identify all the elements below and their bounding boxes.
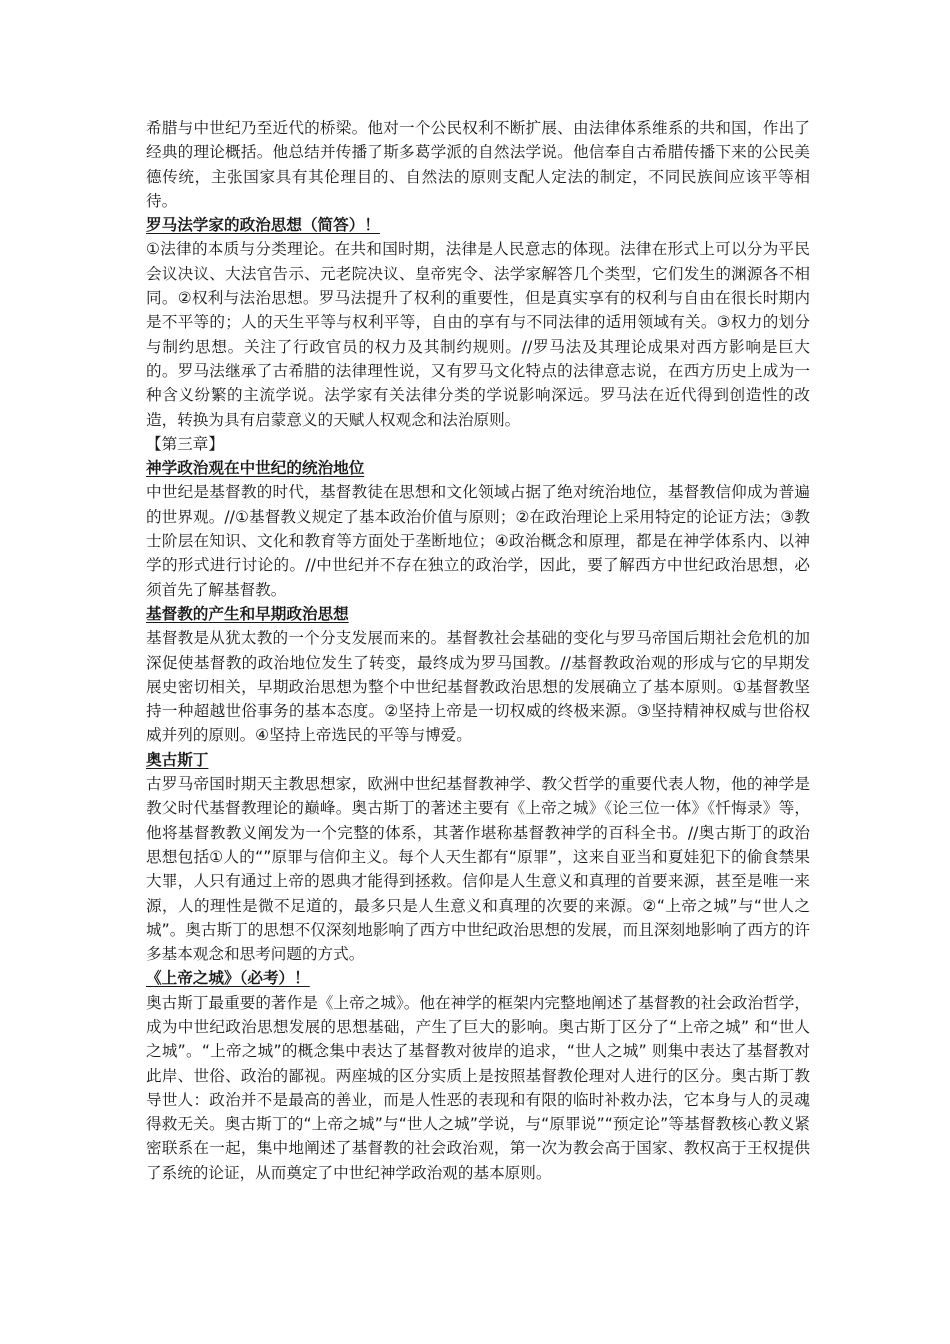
document-page [146,116,810,1185]
section-heading-christianity-origin: 基督教的产生和早期政治思想 [146,604,349,623]
section-body-city-of-god: 奥古斯丁最重要的著作是《上帝之城》。他在神学的框架内完整地阐述了基督教的社会政治哲学，成为中世纪政治思想发展的思想基础，产生了巨大的影响。奥古斯丁区分了“上帝之城” 和“世人之城”。“上帝之城”的概念集中表达了基督教对彼岸的追求，“世人之城” 则集中表达了基督教对此岸、世俗、政治的鄙视。两座城的区分实质上是按照基督教伦理对人进行的区分。奥古斯丁教导世人：政治并不是最高的善业，而是人性恶的表现和有限的临时补救办法，它本身与人的灵魂得救无关。奥古斯丁的“上帝之城”与“世人之城”学说，与“原罪说”“预定论”等基督教核心教义紧密联系在一起，集中地阐述了基督教的社会政治观，第一次为教会高于国家、教权高于王权提供了系统的论证，从而奠定了中世纪神学政治观的基本原则。 [146,993,810,1182]
section-body-christianity-origin: 基督教是从犹太教的一个分支发展而来的。基督教社会基础的变化与罗马帝国后期社会危机的加深促使基督教的政治地位发生了转变，最终成为罗马国教。//基督教政治观的形成与它的早期发展史密切相关，早期政治思想为整个中世纪基督教政治思想的发展确立了基本原则。①基督教坚持一种超越世俗事务的基本态度。②坚持上帝是一切权威的终极来源。③坚持精神权威与世俗权威并列的原则。④坚持上帝选民的平等与博爱。 [146,629,810,745]
chapter-label: 【第三章】 [146,434,224,453]
section-heading-city-of-god: 《上帝之城》（必考）！ [146,969,310,988]
section-heading-roman-jurists: 罗马法学家的政治思想（简答）！ [146,216,380,235]
section-body-theology-dominance: 中世纪是基督教的时代，基督教徒在思想和文化领域占据了绝对统治地位，基督教信仰成为普遍的世界观。//①基督教义规定了基本政治价值与原则；②在政治理论上采用特定的论证方法；③教士阶层在知识、文化和教育等方面处于垄断地位；④政治概念和原理，都是在神学体系内、以神学的形式进行讨论的。//中世纪并不存在独立的政治学，因此，要了解西方中世纪政治思想，必须首先了解基督教。 [146,483,810,599]
intro-paragraph: 希腊与中世纪乃至近代的桥梁。他对一个公民权利不断扩展、由法律体系维系的共和国，作出了经典的理论概括。他总结并传播了斯多葛学派的自然法学说。他信奉自古希腊传播下来的公民美德传统，主张国家具有其伦理目的、自然法的原则支配人定法的制定，不同民族间应该平等相待。 [146,119,810,210]
section-body-roman-jurists: ①法律的本质与分类理论。在共和国时期，法律是人民意志的体现。法律在形式上可以分为平民会议决议、大法官告示、元老院决议、皇帝宪令、法学家解答几个类型，它们发生的渊源各不相同。②权利与法治思想。罗马法提升了权利的重要性，但是真实享有的权利与自由在很长时期内是不平等的；人的天生平等与权利平等，自由的享有与不同法律的适用领域有关。③权力的划分与制约思想。关注了行政官员的权力及其制约规则。//罗马法及其理论成果对西方影响是巨大的。罗马法继承了古希腊的法律理性说，又有罗马文化特点的法律意志说，在西方历史上成为一种含义纷繁的主流学说。法学家有关法律分类的学说影响深远。罗马法在近代得到创造性的改造，转换为具有启蒙意义的天赋人权观念和法治原则。 [146,240,810,429]
section-heading-theology-dominance: 神学政治观在中世纪的统治地位 [146,459,365,478]
section-body-augustine: 古罗马帝国时期天主教思想家，欧洲中世纪基督教神学、教父哲学的重要代表人物，他的神学是教父时代基督教理论的巅峰。奥古斯丁的著述主要有《上帝之城》《论三位一体》《忏悔录》等，他将基督教教义阐发为一个完整的体系，其著作堪称基督教神学的百科全书。//奥古斯丁的政治思想包括①人的“”原罪与信仰主义。每个人天生都有“原罪”，这来自亚当和夏娃犯下的偷食禁果大罪，人只有通过上帝的恩典才能得到拯救。信仰是人生意义和真理的首要来源，甚至是唯一来源，人的理性是微不足道的，最多只是人生意义和真理的次要的来源。②“上帝之城”与“世人之城”。奥古斯丁的思想不仅深刻地影响了西方中世纪政治思想的发展，而且深刻地影响了西方的许多基本观念和思考问题的方式。 [146,775,810,964]
section-heading-augustine: 奥古斯丁 [146,750,209,769]
